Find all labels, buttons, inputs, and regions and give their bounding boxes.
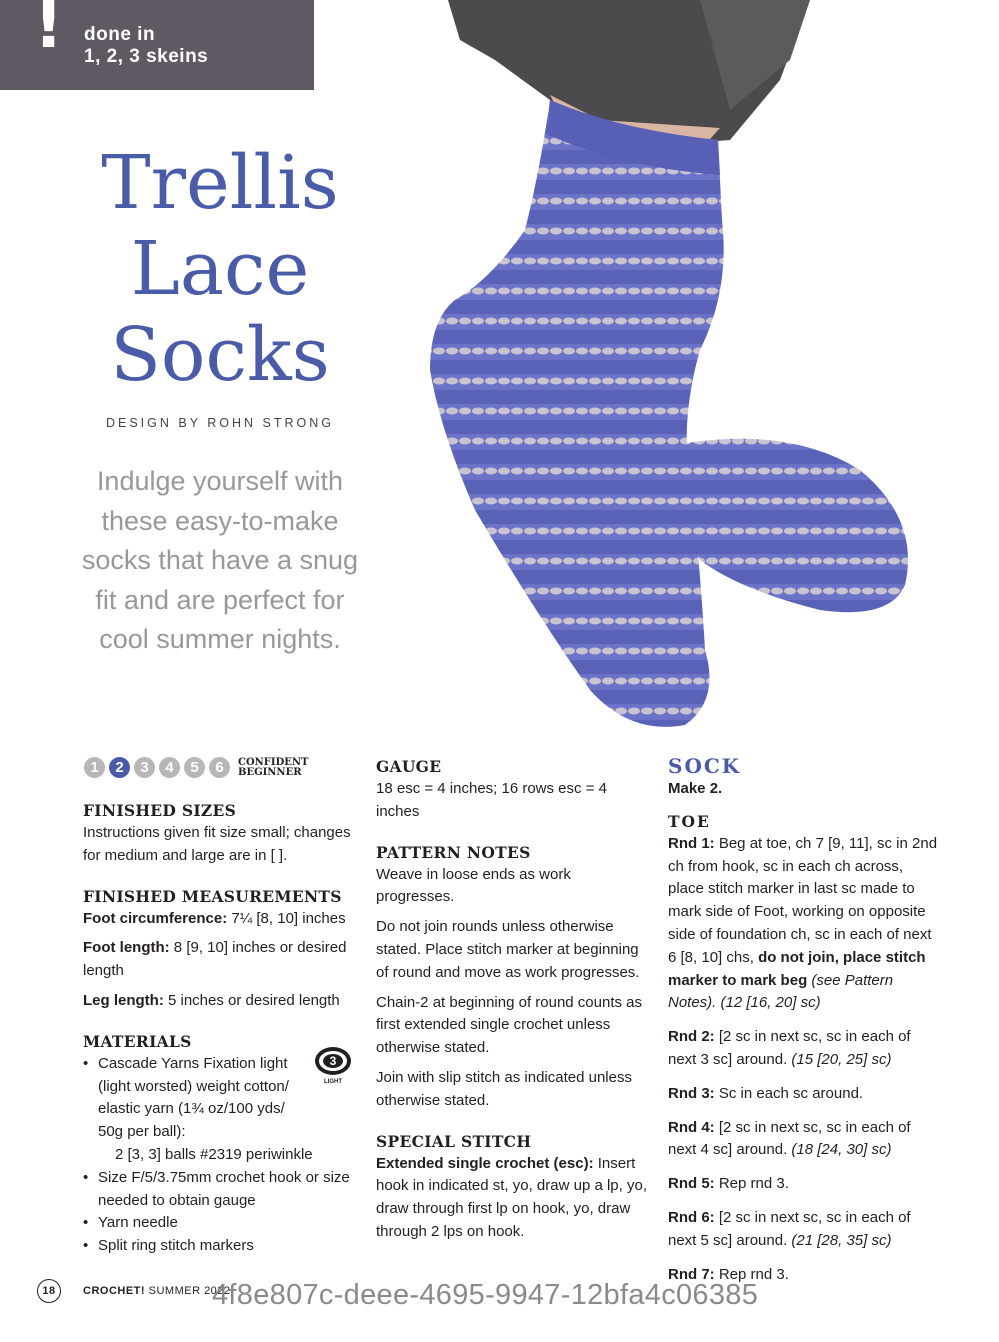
round-7-text: Rep rnd 3. — [714, 1265, 789, 1283]
round-4-label: Rnd 4: — [668, 1118, 715, 1136]
toe-heading: TOE — [668, 811, 711, 831]
pattern-note-3: Chain-2 at beginning of round counts as first extended single crochet unless otherwise stated. — [376, 993, 643, 1057]
skill-dot-5: 5 — [184, 757, 205, 778]
finished-sizes-text: Instructions given fit size small; changes for medium and large are in [ ]. — [83, 824, 351, 864]
round-4-text: [2 sc in next sc, sc in each of next 4 sc] around. — [668, 1118, 911, 1159]
material-yarn-quantity — [83, 1144, 353, 1167]
watermark-id: 4f8e807c-deee-4695-9947-12bfa4c06385 — [212, 1279, 759, 1311]
round-6 — [668, 1207, 940, 1253]
round-4-count: (18 [24, 30] sc) — [791, 1141, 892, 1159]
pattern-note-2: Do not join rounds unless otherwise stated. Place stitch marker at beginning of round and move as work progresses. — [376, 918, 640, 981]
skill-dot-1: 1 — [84, 757, 105, 778]
pattern-notes-heading: PATTERN NOTES — [376, 842, 531, 862]
skill-dot-2-active: 2 — [109, 757, 130, 778]
round-1-text: Beg at toe, ch 7 [9, 11], sc in 2nd ch from hook, sc in each ch across, place stitch marker in last sc made to mark side of Foot, working on opposite side of foundation ch, sc in each of next 6 [8, 10] chs, — [668, 834, 938, 966]
pattern-note-4: Join with slip stitch as indicated unless otherwise stated. — [376, 1068, 632, 1109]
skill-dot-6: 6 — [209, 757, 230, 778]
foot-circ-value: 7¼ [8, 10] inches — [227, 909, 346, 927]
round-5-text: Rep rnd 3. — [714, 1175, 789, 1193]
yarn-weight-icon — [313, 1045, 353, 1085]
skill-label-line-1: CONFIDENT — [238, 756, 309, 768]
title-line-3: Socks — [110, 312, 330, 398]
round-6-text: [2 sc in next sc, sc in each of next 5 sc] around. — [668, 1208, 911, 1249]
round-6-count: (21 [28, 35] sc) — [791, 1231, 892, 1249]
foot-len-value: 8 [9, 10] inches or desired length — [83, 939, 347, 980]
foot-circumference — [83, 908, 353, 931]
round-1-count: (see Pattern Notes). (12 [16, 20] sc) — [668, 971, 894, 1012]
special-stitch-text — [376, 1153, 648, 1244]
skein-banner — [0, 0, 314, 90]
gauge-text: 18 esc = 4 inches; 16 rows esc = 4 inches — [376, 780, 607, 820]
intro-text: Indulge yourself with these easy-to-make socks that have a snug fit and are perfect for cool summer nights. — [81, 466, 359, 654]
banner-line-1: done in — [84, 24, 156, 45]
yarn-weight-label: LIGHT — [324, 1079, 342, 1085]
round-3-text: Sc in each sc around. — [714, 1084, 864, 1102]
round-2-text: [2 sc in next sc, sc in each of next 3 sc] around. — [668, 1028, 911, 1068]
skill-dot-4: 4 — [159, 757, 180, 778]
skill-dot-3: 3 — [134, 757, 155, 778]
foot-len-label: Foot length: — [83, 939, 170, 957]
pattern-note-1: Weave in loose ends as work progresses. — [376, 865, 571, 906]
designer-byline: DESIGN BY ROHN STRONG — [105, 416, 335, 430]
leg-length — [83, 990, 353, 1013]
leg-len-value: 5 inches or desired length — [163, 991, 340, 1009]
foot-length — [83, 937, 353, 983]
leg-len-label: Leg length: — [83, 991, 164, 1009]
magazine-name: CROCHET! — [83, 1285, 146, 1297]
banner-line-2: 1, 2, 3 skeins — [84, 46, 209, 67]
round-1-bold: do not join, place stitch marker to mark beg — [668, 948, 926, 989]
measurements-heading: FINISHED MEASUREMENTS — [83, 886, 342, 906]
round-5 — [668, 1173, 940, 1196]
foot-circ-label: Foot circumference: — [83, 909, 228, 927]
round-2-label: Rnd 2: — [668, 1028, 715, 1046]
round-3 — [668, 1083, 940, 1106]
round-5-label: Rnd 5: — [668, 1175, 715, 1193]
material-yarn-quantity-text: 2 [3, 3] balls #2319 periwinkle — [115, 1145, 313, 1163]
material-hook: • Size F/5/3.75mm crochet hook or size needed to obtain gauge — [83, 1167, 353, 1213]
title-line-1: Trellis — [101, 140, 339, 226]
gauge-heading: GAUGE — [376, 757, 442, 776]
issue-name: SUMMER 2022 — [145, 1285, 231, 1297]
special-stitch-term: Extended single crochet (esc): — [376, 1154, 594, 1172]
finished-sizes-heading: FINISHED SIZES — [83, 801, 237, 820]
round-2 — [668, 1026, 940, 1072]
material-markers: • Split ring stitch markers — [83, 1235, 353, 1258]
sock-heading: SOCK — [668, 754, 742, 778]
column-1 — [83, 800, 353, 1258]
page-title — [60, 140, 380, 398]
round-1-label: Rnd 1: — [668, 834, 715, 852]
skill-label-line-2: BEGINNER — [238, 766, 302, 778]
socks-photo — [400, 0, 999, 740]
skill-level — [84, 757, 308, 778]
round-3-label: Rnd 3: — [668, 1084, 715, 1102]
material-yarn-text: Cascade Yarns Fixation light (light worsted) weight cotton/ elastic yarn (1¾ oz/100 yds/ 50g per ball): — [98, 1054, 289, 1141]
special-stitch-heading: SPECIAL STITCH — [376, 1131, 532, 1151]
special-stitch-desc: Insert hook in indicated st, yo, draw up a lp, yo, draw through first lp on hook, yo, draw through 2 lps on hook. — [376, 1154, 647, 1240]
banner-text — [84, 24, 208, 68]
material-needle: • Yarn needle — [83, 1212, 353, 1235]
page-number: 18 — [37, 1279, 61, 1303]
round-7-label: Rnd 7: — [668, 1265, 715, 1283]
column-3 — [668, 754, 940, 1286]
yarn-weight-number: 3 — [329, 1054, 337, 1068]
column-2 — [376, 756, 648, 1244]
round-6-label: Rnd 6: — [668, 1208, 715, 1226]
skill-level-label — [238, 758, 308, 778]
make-count-text: Make 2. — [668, 780, 723, 797]
make-count — [668, 778, 940, 801]
round-1 — [668, 833, 940, 1015]
page-footer — [37, 1279, 231, 1303]
materials-heading: MATERIALS — [83, 1031, 192, 1051]
title-line-2: Lace — [130, 226, 310, 312]
round-4 — [668, 1117, 940, 1163]
round-2-count: (15 [20, 25] sc) — [791, 1050, 892, 1068]
exclamation-icon: ! — [34, 0, 64, 63]
